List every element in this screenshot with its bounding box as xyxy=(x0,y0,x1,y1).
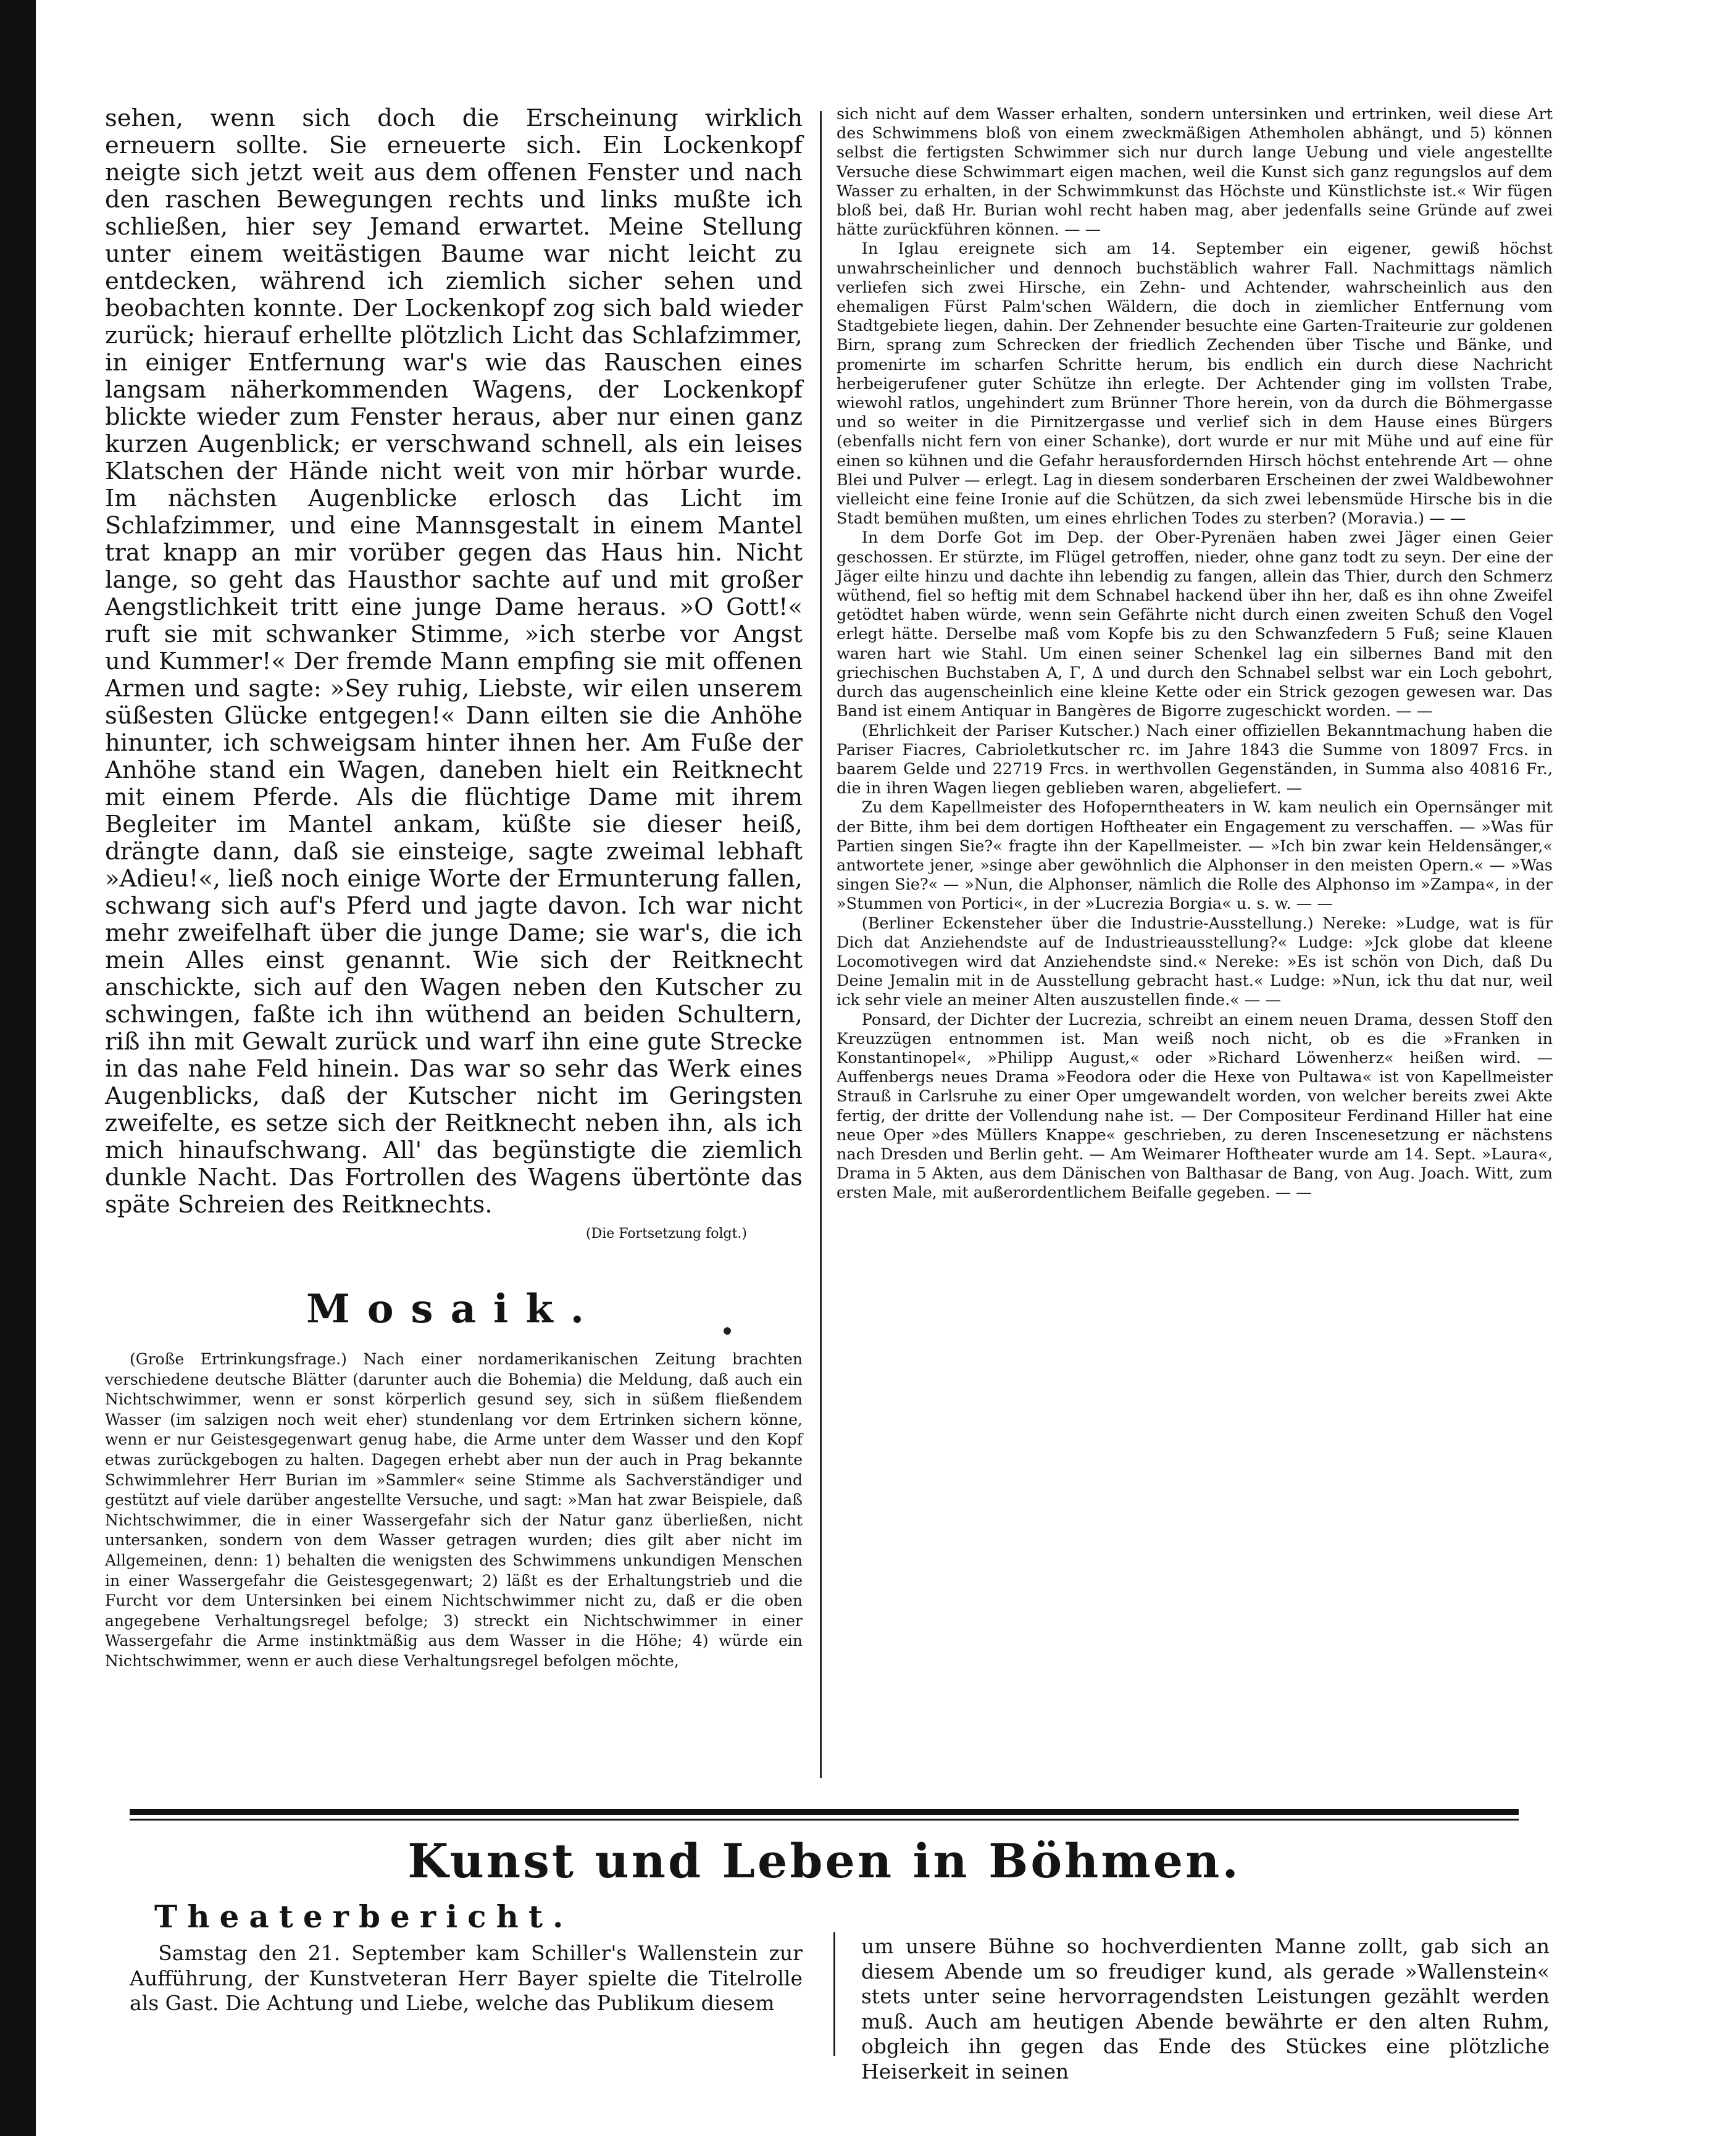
theater-report-left xyxy=(130,1898,803,2016)
news-paragraph: In dem Dorfe Got im Dep. der Ober-Pyrenäen haben zwei Jäger einen Geier geschossen. Er stürzte, im Flügel getroffen, nieder, ohne ganz todt zu seyn. Der eine der Jäger eilte hinzu und dachte ihn lebendig zu fangen, allein das Thier, durch den Schmerz wüthend, fiel so heftig mit dem Schnabel hackend über ihn her, daß es ihn ohne Zweifel getödtet haben würde, wenn sein Gefährte nicht durch einen zweiten Schuß den Vogel erlegt hätte. Derselbe maß vom Kopfe bis zu den Schwanzfedern 5 Fuß; seine Klauen waren hart wie Stahl. Um einen seiner Schenkel lag ein silbernes Band mit den griechischen Buchstaben Α, Γ, Δ und durch den Schnabel selbst war ein Loch gebohrt, durch das augenscheinlich eine kleine Kette oder ein Strick gezogen gewesen war. Das Band ist einem Antiquar in Bangères de Bigorre zugeschickt worden. — — xyxy=(837,528,1553,721)
divider-thick-line xyxy=(130,1809,1519,1815)
story-continuation-text: sehen, wenn sich doch die Erscheinung wirklich erneuern sollte. Sie erneuerte sich. Ein Lockenkopf neigte sich jetzt weit aus dem offenen Fenster und nach den raschen Bewegungen rechts und links mußte ich schließen, hier sey Jemand erwartet. Meine Stellung unter einem weitästigen Baume war nicht leicht zu entdecken, während ich ziemlich sicher sehen und beobachten konnte. Der Lockenkopf zog sich bald wieder zurück; hierauf erhellte plötzlich Licht das Schlafzimmer, in einiger Entfernung war's wie das Rauschen eines langsam näherkommenden Wagens, der Lockenkopf blickte wieder zum Fenster heraus, aber nur einen ganz kurzen Augenblick; er verschwand schnell, als ein leises Klatschen der Hände nicht weit von mir hörbar wurde. Im nächsten Augenblicke erlosch das Licht im Schlafzimmer, und eine Mannsgestalt in einem Mantel trat knapp an mir vorüber gegen das Haus hin. Nicht lange, so geht das Hausthor sachte auf und mit großer Aengstlichkeit tritt eine junge Dame heraus. »O Gott!« ruft sie mit schwanker Stimme, »ich sterbe vor Angst und Kummer!« Der fremde Mann empfing sie mit offenen Armen und sagte: »Sey ruhig, Liebste, wir eilen unserem süßesten Glücke entgegen!« Dann eilten sie die Anhöhe hinunter, ich schweigsam hinter ihnen her. Am Fuße der Anhöhe stand ein Wagen, daneben hielt ein Reitknecht mit einem Pferde. Als die flüchtige Dame mit ihrem Begleiter im Mantel ankam, küßte sie dieser heiß, drängte dann, daß sie einsteige, sagte zweimal lebhaft »Adieu!«, ließ noch einige Worte der Ermunterung fallen, schwang sich auf's Pferd und jagte davon. Ich war nicht mehr zweifelhaft über die junge Dame; sie war's, die ich mein Alles einst genannt. Wie sich der Reitknecht anschickte, sich auf den Wagen neben den Kutscher zu schwingen, faßte ich ihn wüthend an beiden Schultern, riß ihn mit Gewalt zurück und warf ihn eine gute Strecke in das nahe Feld hinein. Das war so sehr das Werk eines Augenblicks, daß der Kutscher nicht im Geringsten zweifelte, es setze sich der Reitknecht neben ihn, als ich mich hinaufschwang. All' das begünstigte die ziemlich dunkle Nacht. Das Fortrollen des Wagens übertönte das späte Schreien des Reitknechts. xyxy=(105,104,803,1219)
mosaik-section xyxy=(105,1350,803,1672)
news-paragraph: (Berliner Eckensteher über die Industrie-Ausstellung.) Nereke: »Ludge, wat is für Dich dat Anziehendste auf de Industrieausstellung?« Ludge: »Jck globe dat kleene Locomotivegen wird dat Anziehendste sind.« Nereke: »Es ist schön von Dich, daß Du Deine Jemalin mit in de Ausstellung gebracht hast.« Ludge: »Nun, ick thu dat nur, weil ick sehr viele an meiner Alten auszustellen finde.« — — xyxy=(837,914,1553,1010)
section-divider xyxy=(130,1809,1519,1821)
bottom-column-divider xyxy=(833,1932,835,2056)
news-paragraph: sich nicht auf dem Wasser erhalten, sondern untersinken und ertrinken, weil diese Art des Schwimmens bloß von einem zweckmäßigen Athemholen abhängt, und 5) können selbst die fertigsten Schwimmer sich nur durch lange Uebung und viele angestellte Versuche diese Schwimmart eigen machen, weil die Kunst sich ganz regungslos auf dem Wasser zu erhalten, in der Schwimmkunst das Höchste und Künstlichste ist.« Wir fügen bloß bei, daß Hr. Burian wohl recht haben mag, aber jedenfalls seine Gründe auf zwei hätte zurückführen können. — — xyxy=(837,105,1553,240)
mosaik-heading: Mosaik. xyxy=(306,1286,601,1332)
news-paragraph: (Ehrlichkeit der Pariser Kutscher.) Nach einer offiziellen Bekanntmachung haben die Pariser Fiacres, Cabrioletkutscher rc. im Jahre 1843 die Summe von 18097 Frcs. in baarem Gelde und 22719 Frcs. in werthvollen Gegenständen, in Summa also 40816 Fr., die in ihren Wagen liegen geblieben waren, abgeliefert. — xyxy=(837,721,1553,798)
bottom-columns xyxy=(93,1898,1556,2084)
right-column xyxy=(837,105,1553,1203)
divider-thin-line xyxy=(130,1819,1519,1821)
mosaik-paragraph: (Große Ertrinkungsfrage.) Nach einer nordamerikanischen Zeitung brachten verschiedene deutsche Blätter (darunter auch die Bohemia) die Meldung, daß auch ein Nichtschwimmer, wenn er sonst körperlich gesund sey, sich in süßem fließendem Wasser (im salzigen noch weit eher) stundenlang vor dem Ertrinken sichern könne, wenn er nur Geistesgegenwart genug habe, die Arme unter dem Wasser und den Kopf etwas zurückgebogen zu halten. Dagegen erhebt aber nun der auch in Prag bekannte Schwimmlehrer Herr Burian im »Sammler« seine Stimme als Sachverständiger und gestützt auf viele darüber angestellte Versuche, und sagt: »Man hat zwar Beispiele, daß Nichtschwimmer, die in einer Wassergefahr sich der Natur ganz überließen, nicht untersanken, sondern von dem Wasser getragen wurden; dies gilt aber nicht im Allgemeinen, denn: 1) behalten die wenigsten des Schwimmens unkundigen Menschen in einer Wassergefahr die Geistesgegenwart; 2) läßt es der Erhaltungstrieb und die Furcht vor dem Untersinken bei einem Nichtschwimmer nicht zu, daß er die oben angegebene Verhaltungsregel befolge; 3) streckt ein Nichtschwimmer in einer Wassergefahr die Arme instinktmäßig aus dem Wasser in die Höhe; 4) würde ein Nichtschwimmer, wenn er auch diese Verhaltungsregel befolgen möchte, xyxy=(105,1350,803,1670)
column-divider xyxy=(820,111,822,1778)
theater-report-heading: Theaterbericht. xyxy=(154,1898,574,1935)
newspaper-page xyxy=(93,104,1556,2084)
theater-report-paragraph: Samstag den 21. September kam Schiller's Wallenstein zur Aufführung, der Kunstveteran Herr Bayer spielte die Titelrolle als Gast. Die Achtung und Liebe, welche das Publikum diesem xyxy=(130,1941,803,2015)
top-columns xyxy=(93,105,1556,1784)
page-edge-shadow xyxy=(0,0,36,2136)
continuation-note: (Die Fortsetzung folgt.) xyxy=(585,1226,747,1241)
news-paragraph: In Iglau ereignete sich am 14. September ein eigener, gewiß höchst unwahrscheinlicher und dennoch buchstäblich wahrer Fall. Nachmittags nämlich verliefen sich zwei Hirsche, ein Zehn- und Achtender, wahrscheinlich aus den ehemaligen Fürst Palm'schen Wäldern, die doch in ziemlicher Entfernung vom Stadtgebiete liegen, dahin. Der Zehnender besuchte eine Garten-Traiteurie zur goldenen Birn, sprang zum Schrecken der friedlich Zechenden über Tische und Bänke, und promenirte im scharfen Schritte herum, bis endlich ein durch diese Nachricht herbeigerufener guter Schütze ihn erlegte. Der Achtender ging im vollsten Trabe, wiewohl ratlos, ungehindert zum Brünner Thore herein, von da durch die Böhmergasse und so weiter in die Pirnitzergasse und verlief sich in dem Hause eines Bürgers (ebenfalls nicht fern von einer Schanke), dort wurde er nur mit Mühe und auf eine für einen so kühnen und die Gefahr herausfordernden Hirsch höchst entehrende Art — ohne Blei und Pulver — erlegt. Lag in diesem sonderbaren Erscheinen der zwei Waldbewohner vielleicht eine feine Ironie auf die Schützen, da sich zwei lebensmüde Hirsche bis in die Stadt bemühen mußten, um eines ehrlichen Todes zu sterben? (Moravia.) — — xyxy=(837,240,1553,528)
ink-dot xyxy=(724,1327,731,1335)
theater-report-paragraph: um unsere Bühne so hochverdienten Manne zollt, gab sich an diesem Abende um so freudiger kund, als gerade »Wallenstein« stets unter seine hervorragendsten Leistungen gezählt werden muß. Auch am heutigen Abende bewährte er den alten Ruhm, obgleich ihn gegen das Ende des Stückes eine plötzliche Heiserkeit in seinen xyxy=(861,1934,1550,2084)
news-paragraph: Zu dem Kapellmeister des Hofoperntheaters in W. kam neulich ein Opernsänger mit der Bitte, ihm bei dem dortigen Hoftheater ein Engagement zu verschaffen. — »Was für Partien singen Sie?« fragte ihn der Kapellmeister. — »Ich bin zwar kein Heldensänger,« antwortete jener, »singe aber gewöhnlich die Alphonser in den meisten Opern.« — »Was singen Sie?« — »Nun, die Alphonser, nämlich die Rolle des Alphonso im »Zampa«, in der »Stummen von Portici«, in der »Lucrezia Borgia« u. s. w. — — xyxy=(837,798,1553,914)
left-column xyxy=(105,105,803,1672)
section-title: Kunst und Leben in Böhmen. xyxy=(407,1834,1241,1888)
theater-report-right xyxy=(861,1934,1550,2084)
news-paragraph: Ponsard, der Dichter der Lucrezia, schreibt an einem neuen Drama, dessen Stoff den Kreuzzügen entnommen ist. Man weiß noch nicht, ob es die »Franken in Konstantinopel«, »Philipp August,« oder »Richard Löwenherz« heißen wird. — Auffenbergs neues Drama »Feodora oder die Hexe von Pultawa« ist von Kapellmeister Strauß in Carlsruhe zu einer Oper umgewandelt worden, von welcher bereits zwei Akte fertig, der dritte der Vollendung nahe ist. — Der Compositeur Ferdinand Hiller hat eine neue Oper »des Müllers Knappe« geschrieben, zu deren Inscenesetzung er nächstens nach Dresden und Berlin geht. — Am Weimarer Hoftheater wurde am 14. Sept. »Laura«, Drama in 5 Akten, aus dem Dänischen von Balthasar de Bang, von Aug. Joach. Witt, zum ersten Male, mit außerordentlichem Beifalle gegeben. — — xyxy=(837,1010,1553,1203)
